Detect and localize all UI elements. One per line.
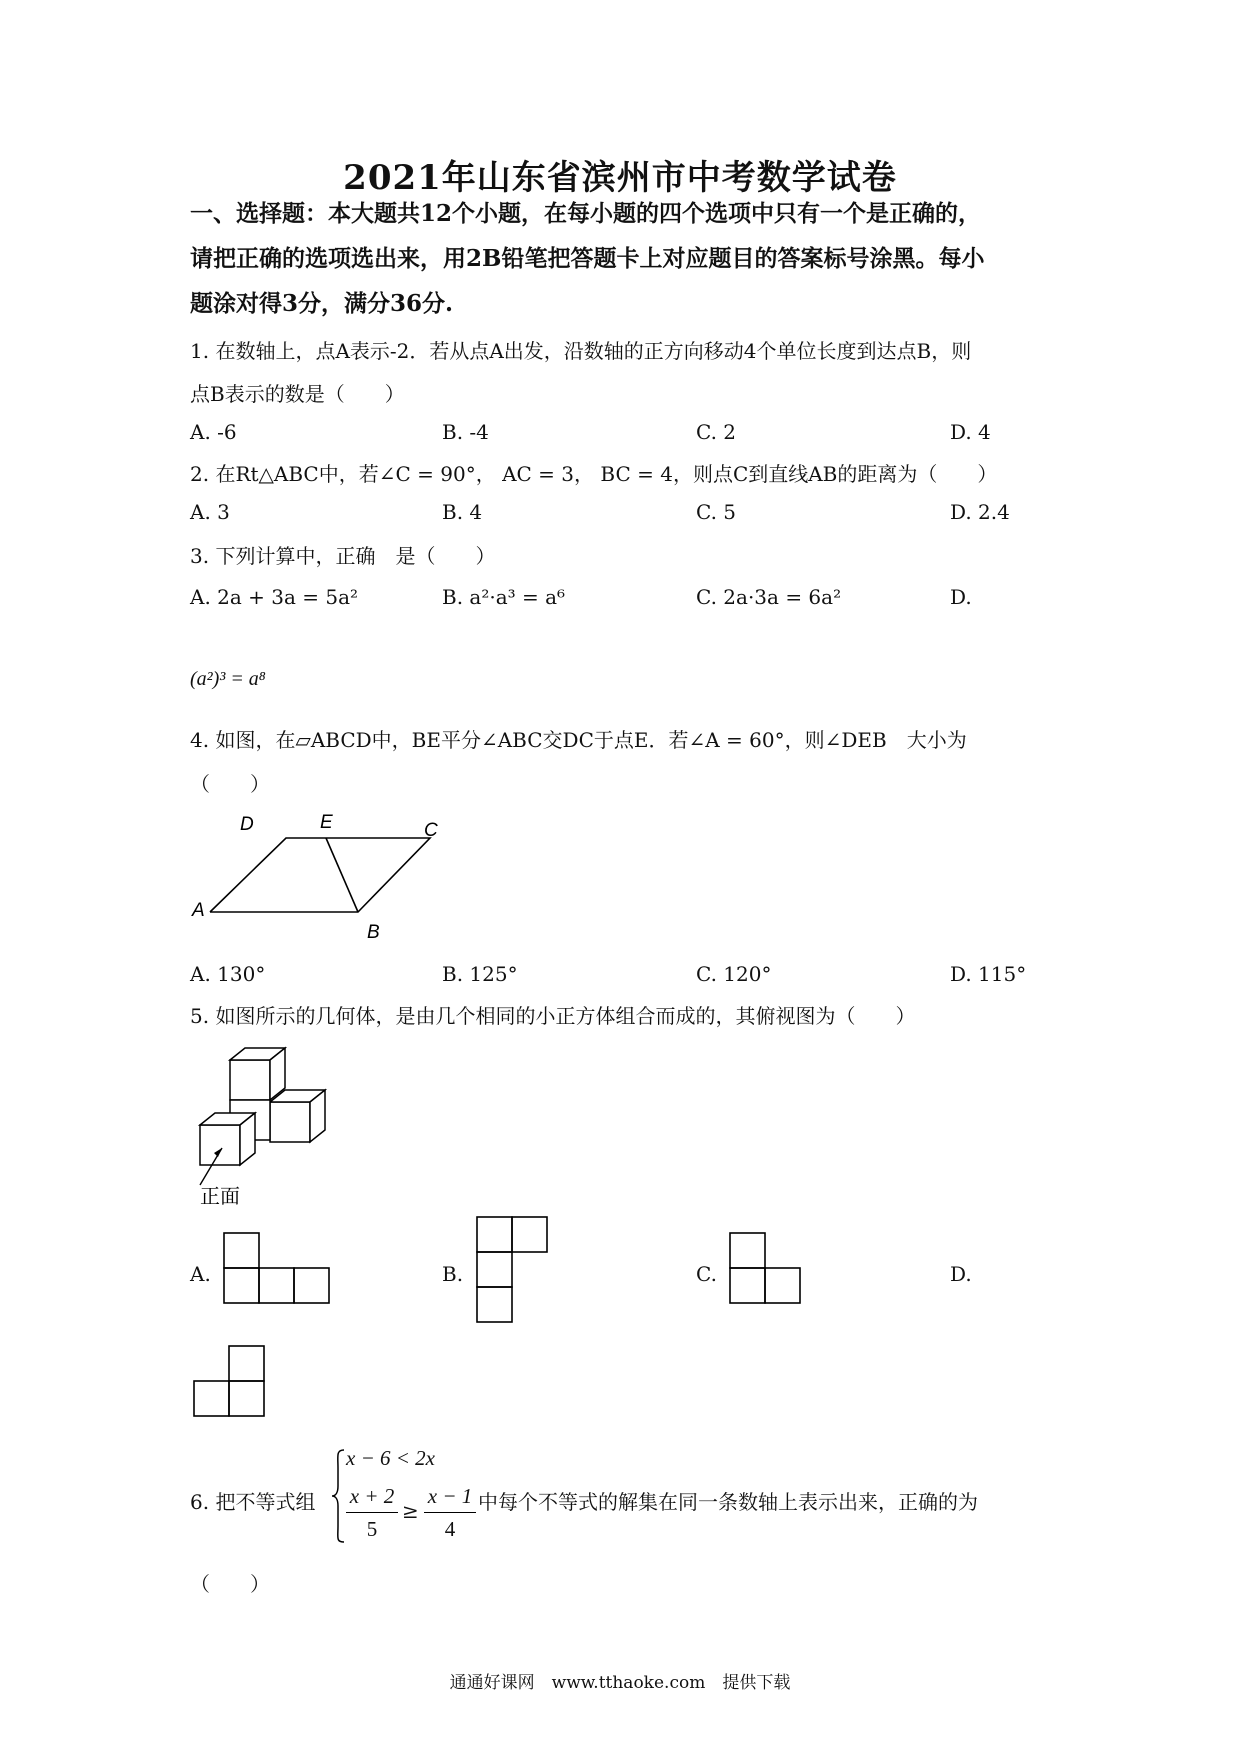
left-brace	[332, 1450, 344, 1542]
section-header-line-1: 一、选择题：本大题共12个小题，在每小题的四个选项中只有一个是正确的，	[190, 200, 982, 227]
question-4-line-2: （ ）	[190, 772, 270, 796]
q3-option-a: A. 2a + 3a = 5a²	[190, 585, 359, 609]
front-label: 正面	[200, 1186, 240, 1208]
inequality-1: x − 6 < 2x	[346, 1446, 435, 1470]
question-6-prefix: 6. 把不等式组	[190, 1490, 316, 1514]
q4-option-d: D. 115°	[950, 962, 1027, 986]
q1-option-c: C. 2	[696, 420, 737, 444]
question-5: 5. 如图所示的几何体，是由几个相同的小正方体组合而成的，其俯视图为（ ）	[190, 1004, 916, 1028]
q2-option-b: B. 4	[442, 500, 483, 524]
parallelogram-outline	[210, 838, 430, 912]
q3-option-d: D.	[950, 585, 972, 609]
segment-be	[326, 838, 358, 912]
q5-option-b: B.	[442, 1262, 464, 1286]
question-1-line-1: 1. 在数轴上，点A表示-2．若从点A出发，沿数轴的正方向移动4个单位长度到达点B，则	[190, 339, 972, 363]
question-3: 3. 下列计算中，正确 是（ ）	[190, 544, 496, 568]
fraction-2-denominator: 4	[444, 1517, 456, 1541]
q3-option-d-expression: (a²)³ = a⁸	[190, 668, 266, 690]
fraction-1-numerator: x + 2	[349, 1484, 395, 1508]
label-a: A	[192, 900, 205, 921]
q3-option-c: C. 2a·3a = 6a²	[696, 585, 842, 609]
q1-option-b: B. -4	[442, 420, 489, 444]
label-e: E	[320, 812, 333, 833]
question-6-suffix: 中每个不等式的解集在同一条数轴上表示出来，正确的为	[478, 1490, 978, 1514]
q2-option-a: A. 3	[190, 500, 230, 524]
q5-option-c-figure	[729, 1232, 804, 1306]
q4-option-c: C. 120°	[696, 962, 772, 986]
question-2: 2. 在Rt△ABC中，若∠C = 90°， AC = 3， BC = 4，则点C到直线AB的距离为（ ）	[190, 462, 998, 486]
cube-right-front	[270, 1102, 310, 1142]
label-c: C	[424, 820, 438, 841]
q2-option-c: C. 5	[696, 500, 737, 524]
question-6-paren: （ ）	[190, 1572, 270, 1596]
q5-option-c: C.	[696, 1262, 717, 1286]
section-header-line-2: 请把正确的选项选出来，用2B铅笔把答题卡上对应题目的答案标号涂黑。每小	[190, 245, 985, 272]
cube-top-front	[230, 1060, 270, 1100]
cube-front-front	[200, 1125, 240, 1165]
q5-option-b-figure	[476, 1216, 551, 1326]
parallelogram-figure	[180, 800, 470, 950]
q5-option-a: A.	[190, 1262, 211, 1286]
label-d: D	[240, 814, 254, 835]
fraction-2-numerator: x − 1	[427, 1484, 473, 1508]
label-b: B	[367, 922, 380, 943]
q4-option-a: A. 130°	[190, 962, 266, 986]
question-1-line-2: 点B表示的数是（ ）	[190, 382, 405, 406]
q5-option-d-figure	[193, 1345, 268, 1419]
cube-solid-figure	[190, 1040, 340, 1210]
geq-sign: ≥	[402, 1499, 419, 1523]
fraction-2-bar	[424, 1512, 476, 1513]
fraction-1-bar	[346, 1512, 398, 1513]
section-header-line-3: 题涂对得3分，满分36分.	[190, 290, 454, 317]
page-title: 2021年山东省滨州市中考数学试卷	[343, 158, 897, 198]
q5-option-d: D.	[950, 1262, 972, 1286]
q2-option-d: D. 2.4	[950, 500, 1010, 524]
page-footer: 通通好课网 www.tthaoke.com 提供下载	[449, 1673, 791, 1693]
q3-option-b: B. a²·a³ = a⁶	[442, 585, 566, 609]
q4-option-b: B. 125°	[442, 962, 518, 986]
question-4-line-1: 4. 如图，在▱ABCD中，BE平分∠ABC交DC于点E．若∠A = 60°，则∠DEB 大小为	[190, 728, 967, 752]
fraction-1-denominator: 5	[366, 1517, 378, 1541]
q1-option-a: A. -6	[190, 420, 237, 444]
q1-option-d: D. 4	[950, 420, 991, 444]
q5-option-a-figure	[223, 1232, 333, 1306]
